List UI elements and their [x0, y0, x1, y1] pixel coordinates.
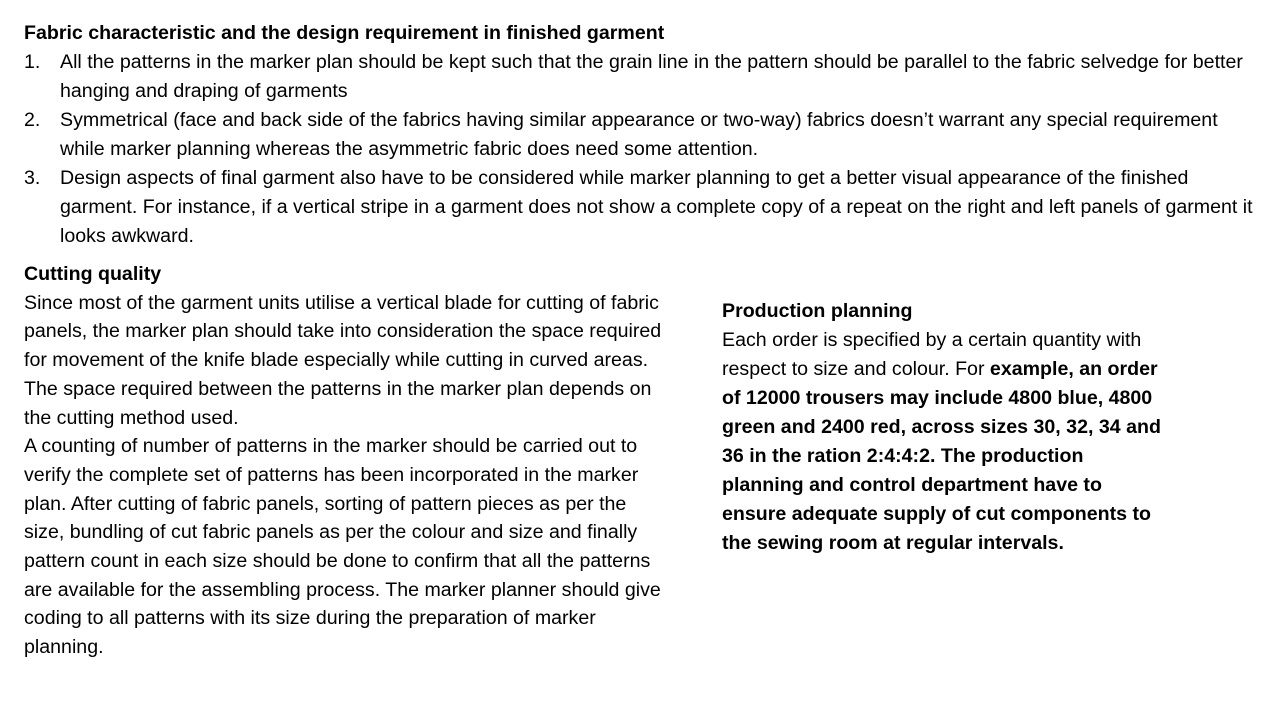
- fabric-requirements-list: [24, 48, 1260, 251]
- list-item-number: 2.: [24, 109, 41, 131]
- list-item: [24, 48, 1260, 106]
- list-item-text: Design aspects of final garment also have to be considered while marker planning to get a better visual appearance of the finished garment. For instance, if a vertical stripe in a garment does not show a complete copy of a repeat on the right and left panels of garment it looks awkward.: [60, 167, 1253, 247]
- production-paragraph: [722, 326, 1162, 558]
- fabric-section: [24, 19, 1260, 251]
- production-heading: Production planning: [722, 300, 913, 322]
- list-item-text: All the patterns in the marker plan should be kept such that the grain line in the pattern should be parallel to the fabric selvedge for better hanging and draping of garments: [60, 51, 1243, 102]
- cutting-paragraph-1: Since most of the garment units utilise a vertical blade for cutting of fabric panels, the marker plan should take into consideration the space required for movement of the knife blade especially while cutting in curved areas. The space required between the patterns in the marker plan depends on the cutting method used.: [24, 291, 662, 429]
- list-item-number: 1.: [24, 51, 41, 73]
- fabric-heading: Fabric characteristic and the design requirement in finished garment: [24, 22, 665, 44]
- cutting-section: [24, 260, 672, 662]
- production-text-bold: example, an order of 12000 trousers may include 4800 blue, 4800 green and 2400 red, across sizes 30, 32, 34 and 36 in the ration 2:4:4:2. The production planning and control department have to ensure adequate supply of cut components to the sewing room at regular intervals.: [722, 358, 1161, 554]
- cutting-heading: Cutting quality: [24, 263, 162, 285]
- production-section: [722, 297, 1162, 558]
- list-item-number: 3.: [24, 167, 41, 189]
- list-item: [24, 106, 1260, 164]
- production-text-regular: Each order is specified by a certain quantity with respect to size and colour. For: [722, 329, 1142, 380]
- list-item: [24, 164, 1260, 251]
- cutting-paragraph-2: A counting of number of patterns in the marker should be carried out to verify the complete set of patterns has been incorporated in the marker plan. After cutting of fabric panels, sorting of pattern pieces as per the size, bundling of cut fabric panels as per the colour and size and finally pattern count in each size should be done to confirm that all the patterns are available for the assembling process. The marker planner should give coding to all patterns with its size during the preparation of marker planning.: [24, 435, 661, 659]
- list-item-text: Symmetrical (face and back side of the fabrics having similar appearance or two-way) fabrics doesn’t warrant any special requirement while marker planning whereas the asymmetric fabric does need some attention.: [60, 109, 1218, 160]
